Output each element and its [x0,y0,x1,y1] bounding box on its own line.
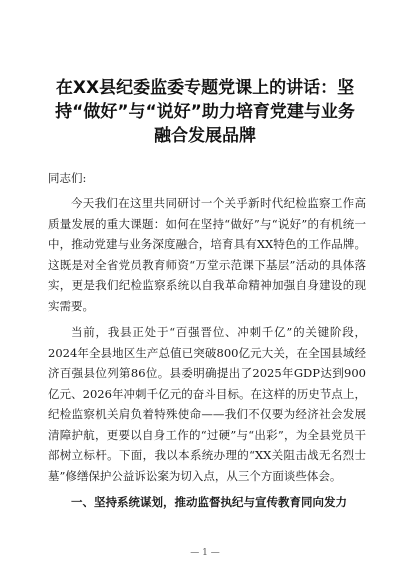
salutation: 同志们: [48,171,87,185]
section-heading: 一、坚持系统谋划，推动监督执纪与宣传教育同向发力 [71,495,347,509]
document-body [48,193,366,512]
paragraph-context: 当前，我县正处于“百强晋位、冲刺千亿”的关键阶段，2024年全县地区生产总值已突破800亿元大关，在全国县域经济百强县位列第86位。县委明确提出了2025年GDP达到900亿元、2026年冲刺千亿元的奋斗目标。在这样的历史节点上，纪检监察机关肩负着特殊使命——我们不仅要为经济社会发展清障护航，更要以自身工作的“过硬”与“出彩”，为全县党员干部树立标杆。下面，我以本系统办理的“XX关阻击战无名烈士墓”修缮保护公益诉讼案为切入点，从三个方面谈些体会。 [48,325,366,483]
document-title: 在XX县纪委监委专题党课上的讲话：坚持“做好”与“说好”助力培育党建与业务融合发展品牌 [55,78,355,146]
paragraph-intro: 今天我们在这里共同研讨一个关乎新时代纪检监察工作高质量发展的重大课题：如何在坚持“做好”与“说好”的有机统一中，推动党建与业务深度融合，培育具有XX特色的工作品牌。这既是对全省党员教育师资“万堂示范课下基层”活动的具体落实，更是我们纪检监察系统以自我革命精神加强自身建设的现实需要。 [48,196,366,313]
page-number: — 1 — [190,548,220,558]
